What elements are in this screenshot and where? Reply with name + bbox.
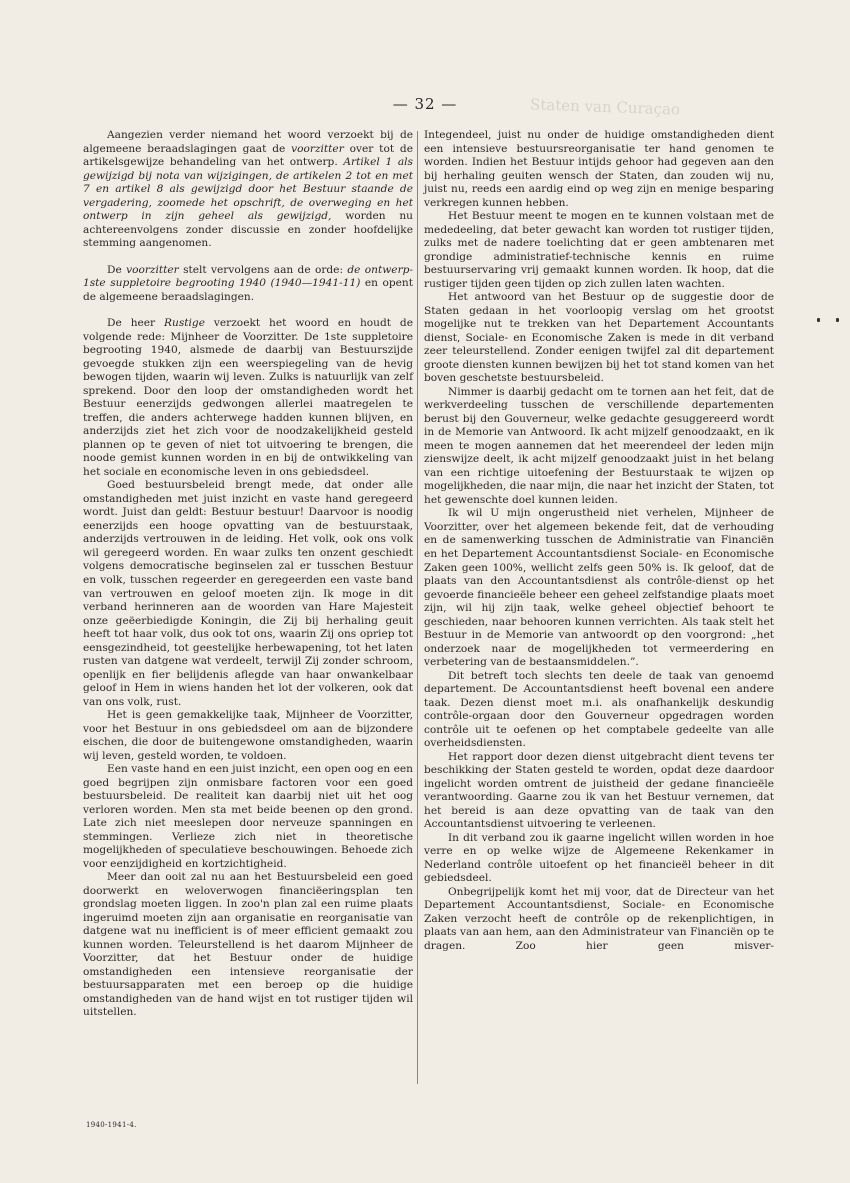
paragraph: Het antwoord van het Bestuur op de suggestie door de Staten gedaan in het voorloopig verslag om het grootst mogelijke nut te trekken van het Departement Accountants dienst, Sociale- en Economische Zaken is mede in dit verband zeer teleurstellend. Zonder eenigen twijfel zal dit departement groote diensten kunnen bewijzen bij het tot stand komen van het boven geschetste bestuursbeleid. [424, 291, 775, 385]
paragraph: Meer dan ooit zal nu aan het Bestuursbeleid een goed doorwerkt en weloverwogen financiëeringsplan ten grondslag moeten liggen. In zoo'n plan zal een ruime plaats ingeruimd moeten zijn aan organisatie en reorganisatie van datgene wat nu inefficient is of meer efficient gemaakt zou kunnen worden. Teleurstellend is het daarom Mijnheer de Voorzitter, dat het Bestuur onder de huidige omstandigheden een intensieve reorganisatie der bestuursapparaten met een beroep op die huidige omstandigheden van de hand wijst en tot rustiger tijden wil uitstellen. [83, 871, 413, 1019]
paragraph: De voorzitter stelt vervolgens aan de orde: de ontwerp-1ste suppletoire begrooting 1940 (1940—1941-11) en opent de algemeene beraadslagingen. [83, 263, 413, 303]
margin-mark [836, 318, 839, 322]
margin-mark [817, 318, 820, 322]
paragraph: In dit verband zou ik gaarne ingelicht willen worden in hoe verre en op welke wijze de Algemeene Rekenkamer in Nederland contrôle uitoefent op het financieël beheer in dit gebiedsdeel. [424, 831, 774, 885]
paragraph: Het Bestuur meent te mogen en te kunnen volstaan met de mededeeling, dat beter gewacht kan worden tot rustiger tijden, zulks met de nadere toelichting dat er geen ambtenaren met grondige administratief-technische kennis en ruime bestuurservaring vrij gemaakt kunnen worden. Ik hoop, dat die rustiger tijden geen tijden op zich zullen laten wachten. [424, 210, 774, 290]
bleed-through-text: Staten van Curaçao [529, 95, 681, 119]
paragraph: Het rapport door dezen dienst uitgebracht dient tevens ter beschikking der Staten gesteld te worden, opdat deze daardoor ingelicht worden omtrent de juistheid der gedane financieële verantwoording. Gaarne zou ik van het Bestuur vernemen, dat het bereid is aan deze opvatting van de taak van den Accountantsdienst uitvoering te verleenen. [424, 750, 774, 831]
paragraph: Aangezien verder niemand het woord verzoekt bij de algemeene beraadslagingen gaat de voorzitter over tot de artikelsgewijze behandeling van het ontwerp. Artikel 1 als gewijzigd bij nota van wijzigingen, de artikelen 2 tot en met 7 en artikel 8 als gewijzigd door het Bestuur staande de vergadering, zoomede het opschrift, de overweging en het ontwerp in zijn geheel als gewijzigd, worden nu achtereenvolgens zonder discussie en zonder hoofdelijke stemming aangenomen. [83, 129, 413, 250]
paragraph: Dit betreft toch slechts ten deele de taak van genoemd departement. De Accountantsdienst heeft bovenal een andere taak. Dezen dienst moet m.i. als onafhankelijk deskundig contrôle-orgaan door den Gouverneur opgedragen worden contrôle uit te oefenen op het comptabele gedeelte van alle overheidsdiensten. [424, 669, 774, 750]
paragraph: Onbegrijpelijk komt het mij voor, dat de Directeur van het Departement Accountantsdienst, Sociale- en Economische Zaken verzocht heeft de contrôle op de rekenplichtigen, in plaats van aan hem, aan den Administrateur van Financiën op te dragen. Zoo hier geen misver- [424, 885, 774, 952]
paragraph: Het is geen gemakkelijke taak, Mijnheer de Voorzitter, voor het Bestuur in ons gebiedsdeel om aan de bijzondere eischen, die door de buitengewone omstandigheden, waarin wij leven, gesteld worden, te voldoen. [83, 709, 413, 762]
right-column [424, 129, 774, 953]
page-number: — 32 — [392, 95, 458, 113]
paragraph: Integendeel, juist nu onder de huidige omstandigheden dient een intensieve bestuursreorganisatie ter hand genomen te worden. Indien het Bestuur intijds gehoor had gegeven aan den bij herhaling geuiten wensch der Staten, dan zouden wij nu, juist nu, reeds een aardig eind op weg zijn en menige besparing verkregen kunnen hebben. [424, 129, 774, 209]
paragraph: Een vaste hand en een juist inzicht, een open oog en een goed begrijpen zijn onmisbare factoren voor een goed bestuursbeleid. De realiteit kan daarbij niet uit het oog verloren worden. Men sta met beide beenen op den grond. Late zich niet meeslepen door nerveuze spanningen en stemmingen. Verlieze zich niet in theoretische mogelijkheden of speculatieve beschouwingen. Behoede zich voor eenzijdigheid en kortzichtigheid. [83, 763, 413, 870]
left-column [83, 129, 413, 1020]
paragraph: De heer Rustige verzoekt het woord en houdt de volgende rede: Mijnheer de Voorzitter. De 1ste suppletoire begrooting 1940, alsmede de daarbij van Bestuurszijde gevoegde stukken zijn een weerspiegeling van de hevig bewogen tijden, waarin wij leven. Zulks is natuurlijk van zelf sprekend. Door den loop der omstandigheden wordt het Bestuur eenerzijds gedwongen allerlei maatregelen te treffen, die anders achterwege hadden kunnen blijven, en anderzijds ziet het zich voor de noodzakelijkheid gesteld plannen op te geven of niet tot uitvoering te brengen, die noode gemist kunnen worden in en bij de ontwikkeling van het sociale en economische leven in ons gebiedsdeel. [83, 317, 413, 478]
paragraph: Ik wil U mijn ongerustheid niet verhelen, Mijnheer de Voorzitter, over het algemeen bekende feit, dat de verhouding en de samenwerking tusschen de Administratie van Financiën en het Departement Accountantsdienst Sociale- en Economische Zaken geen 100%, wellicht zelfs geen 50% is. Ik geloof, dat de plaats van den Accountantsdienst als contrôle-dienst op het gevoerde financieële beheer een geheel zelfstandige plaats moet zijn, wil hij zijn taak, welke geheel objectief behoort te geschieden, naar behooren kunnen verrichten. Als taak stelt het Bestuur in de Memorie van antwoordt op den voorgrond: „het onderzoek naar de mogelijkheden tot vermeerdering en verbetering van de bestaansmiddelen.”. [424, 507, 774, 669]
footer-reference: 1940-1941-4. [86, 1121, 137, 1129]
column-divider [417, 131, 418, 1084]
paragraph: Goed bestuursbeleid brengt mede, dat onder alle omstandigheden met juist inzicht en vaste hand geregeerd wordt. Juist dan geldt: Bestuur bestuur! Daarvoor is noodig eenerzijds een hooge opvatting van de bestuurstaak, anderzijds vertrouwen in de leiding. Het volk, ook ons volk wil geregeerd worden. En waar zulks ten onzent geschiedt volgens democratische beginselen zal er tusschen Bestuur en volk, tusschen regeerder en geregeerden een vaste band van vertrouwen en geloof moeten zijn. Ik moge in dit verband herinneren aan de woorden van Hare Majesteit onze geëerbiedigde Koningin, die Zij bij herhaling geuit heeft tot haar volk, dus ook tot ons, waarin Zij ons opriep tot eensgezindheid, tot geestelijke herbewapening, tot het laten rusten van datgene wat verdeelt, terwijl Zij zonder schroom, openlijk en fier belijdenis aflegde van haar onwankelbaar geloof in Hem in wiens handen het lot der volkeren, ook dat van ons volk, rust. [83, 479, 413, 708]
paragraph: Nimmer is daarbij gedacht om te tornen aan het feit, dat de werkverdeeling tusschen de verschillende departementen berust bij den Gouverneur, welke gedachte gesuggereerd wordt in de Memorie van Antwoord. Ik acht mijzelf genoodzaakt, en ik meen te mogen aannemen dat het meerendeel der leden mijn zienswijze deelt, ik acht mijzelf genoodzaakt juist in het belang van een richtige uitoefening der Bestuurstaak te wijzen op mogelijkheden, die naar mijn, die naar het inzicht der Staten, tot het gewenschte doel kunnen leiden. [424, 385, 774, 506]
